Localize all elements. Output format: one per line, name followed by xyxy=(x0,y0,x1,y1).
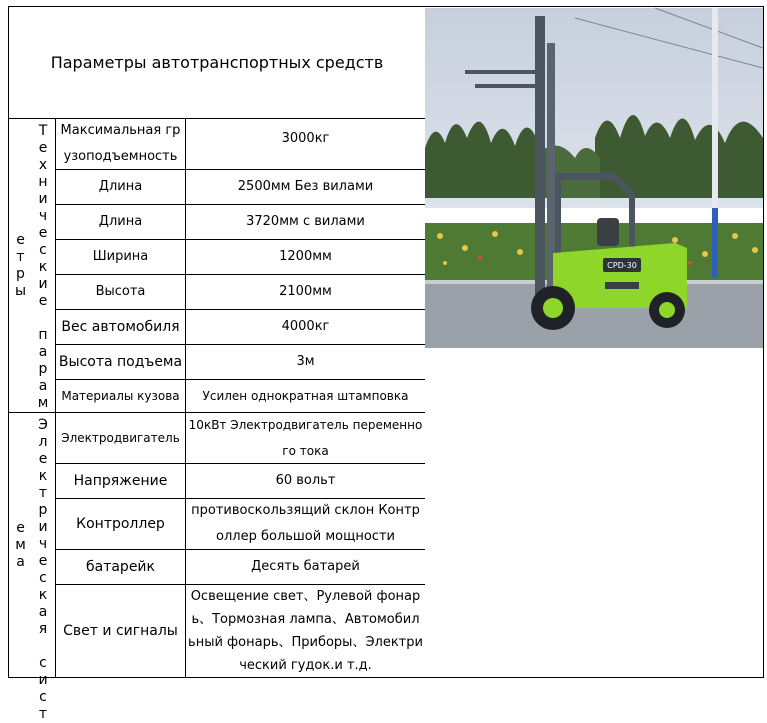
group-label-text: Т е х н и ч е с к и е п а р а м xyxy=(37,123,49,411)
param-width: Ширина xyxy=(55,239,186,275)
param-length: Длина xyxy=(55,169,186,205)
value-lift-height: 3м xyxy=(185,344,426,380)
forklift-mast xyxy=(535,16,545,316)
value-battery: Десять батарей xyxy=(185,549,426,585)
value-body-material: Усилен однократная штамповка xyxy=(185,379,426,413)
param-lights: Свет и сигналы xyxy=(55,584,186,678)
group-label-technical-right xyxy=(31,118,56,413)
value-length-forks: 3720мм с вилами xyxy=(185,204,426,240)
group-label-text: Э л е к т р и ч е с к а я с и с т xyxy=(38,417,48,722)
group-label-electrical-right xyxy=(31,412,56,722)
param-lift-height: Высота подъема xyxy=(55,344,186,380)
value-voltage: 60 вольт xyxy=(185,463,426,499)
param-length-forks: Длина xyxy=(55,204,186,240)
value-motor: 10кВт Электродвигатель переменного тока xyxy=(185,412,426,464)
value-length: 2500мм Без вилами xyxy=(185,169,426,205)
param-motor: Электродвигатель xyxy=(55,412,186,464)
param-weight: Вес автомобиля xyxy=(55,309,186,345)
group-label-text: е м а xyxy=(15,519,26,570)
group-label-electrical-left xyxy=(8,412,32,678)
value-width: 1200мм xyxy=(185,239,426,275)
table-title: Параметры автотранспортных средств xyxy=(8,6,426,119)
value-weight: 4000кг xyxy=(185,309,426,345)
forklift-forks xyxy=(465,70,545,74)
value-controller: противоскользящий склон Контроллер большой мощности xyxy=(185,498,426,550)
value-max-load: 3000кг xyxy=(185,118,426,170)
value-lights: Освещение свет、Рулевой фонарь、Тормозная лампа、Автомобильный фонарь、Приборы、Электрический гудок.и т.д. xyxy=(185,584,426,678)
param-voltage: Напряжение xyxy=(55,463,186,499)
param-battery: батарейк xyxy=(55,549,186,585)
forklift-photo xyxy=(425,8,763,348)
param-controller: Контроллер xyxy=(55,498,186,550)
param-height: Высота xyxy=(55,274,186,310)
group-label-text: е т р ы xyxy=(14,231,27,299)
model-plate: CPD-30 xyxy=(607,261,637,270)
value-height: 2100мм xyxy=(185,274,426,310)
param-max-load: Максимальная грузоподъемность xyxy=(55,118,186,170)
group-label-technical-left xyxy=(8,118,32,413)
param-body-material: Материалы кузова xyxy=(55,379,186,413)
